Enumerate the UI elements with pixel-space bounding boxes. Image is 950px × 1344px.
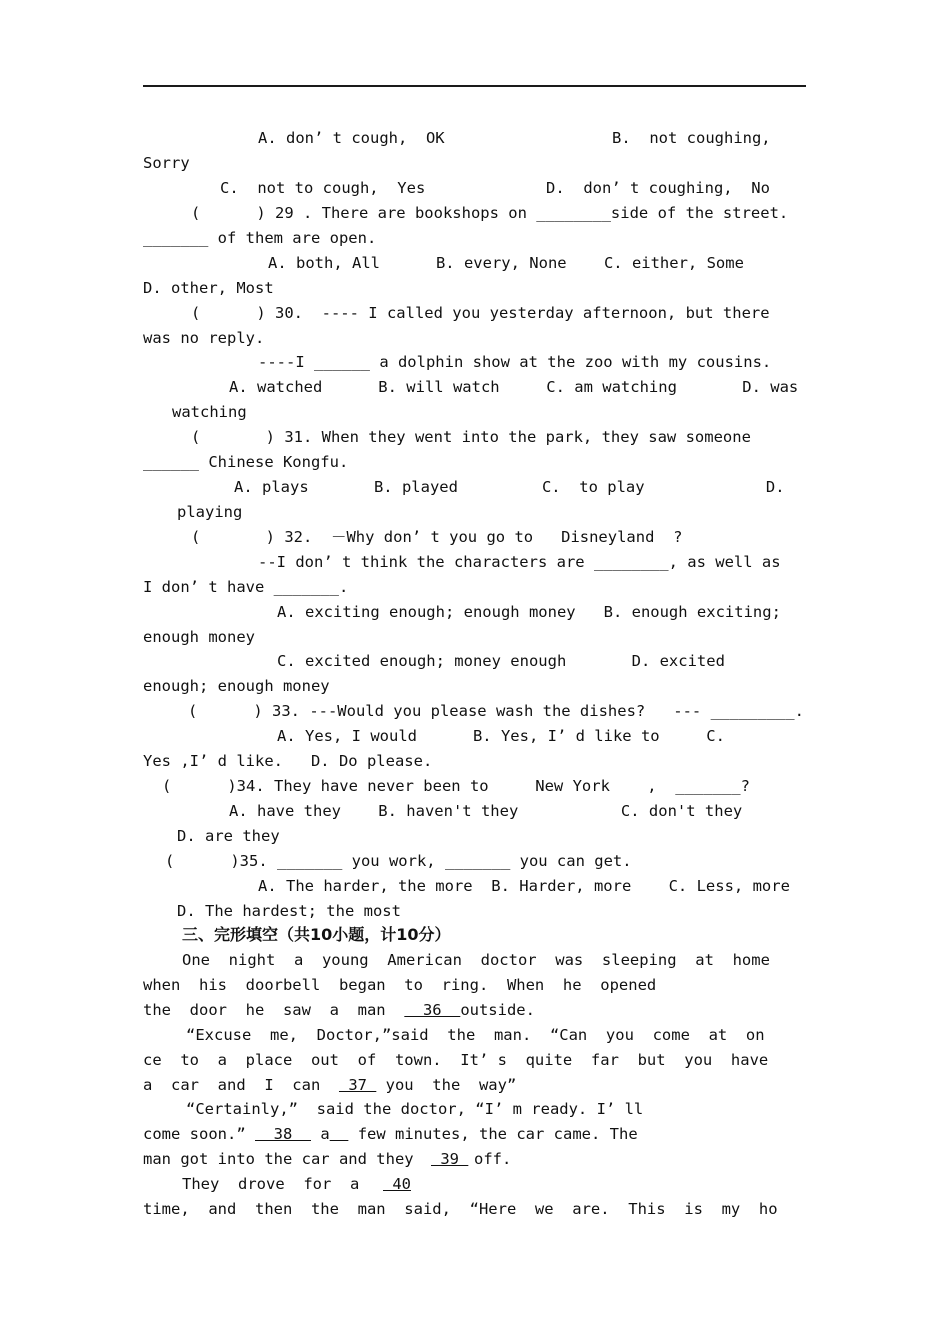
- text-line: They drove for a: [182, 1175, 360, 1193]
- text-line: C. excited enough; money enough D. excited: [277, 652, 725, 670]
- passage-text: the door he saw a man: [143, 1001, 386, 1019]
- text-line: ______ Chinese Kongfu.: [143, 453, 349, 471]
- passage-text: come soon.”: [143, 1125, 246, 1143]
- text-line: _______ of them are open.: [143, 229, 377, 247]
- text-line: ( ) 31. When they went into the park, they saw someone: [191, 428, 751, 446]
- text-line: Yes ,I’ d like. D. Do please.: [143, 752, 433, 770]
- blank-38: 38: [255, 1125, 311, 1143]
- passage-line-door: [143, 1001, 535, 1019]
- text-line: One night a young American doctor was sleeping at home: [182, 951, 770, 969]
- text-line: enough; enough money: [143, 677, 330, 695]
- text-line: C. not to cough, Yes: [220, 179, 426, 197]
- text-line: A. watched B. will watch C. am watching D. was: [229, 378, 799, 396]
- text-line: “Excuse me, Doctor,”said the man. “Can you come at on: [186, 1026, 765, 1044]
- passage-text: outside.: [460, 1001, 535, 1019]
- text-line: I don’ t have _______.: [143, 578, 349, 596]
- blank-37: 37: [338, 1076, 377, 1094]
- text-line: --I don’ t think the characters are ________, as well as: [258, 553, 781, 571]
- text-line: B. not coughing,: [612, 129, 771, 147]
- section-heading: 三、完形填空（共10小题，计10分）: [182, 925, 451, 944]
- text-line: watching: [172, 403, 247, 421]
- text-line: ----I ______ a dolphin show at the zoo with my cousins.: [258, 353, 772, 371]
- text-line: was no reply.: [143, 329, 265, 347]
- text-line: Sorry: [143, 154, 190, 172]
- blank-a: [330, 1125, 349, 1143]
- passage-text: a car and I can: [143, 1076, 321, 1094]
- header-rule: [143, 85, 806, 87]
- text-line: time, and then the man said, “Here we are. This is my ho: [143, 1200, 778, 1218]
- passage-text: a: [320, 1125, 330, 1143]
- text-line: ce to a place out of town. It’ s quite far but you have: [143, 1051, 769, 1069]
- passage-text: few minutes, the car came. The: [348, 1125, 638, 1143]
- text-line: D. don’ t coughing, No: [546, 179, 770, 197]
- text-line: ( ) 32. －Why don’ t you go to Disneyland ?: [191, 528, 683, 546]
- text-line: enough money: [143, 628, 255, 646]
- text-line: D. are they: [177, 827, 280, 845]
- text-line: playing: [177, 503, 243, 521]
- text-line: A. plays B. played C. to play D.: [234, 478, 785, 496]
- text-line: man got into the car and they: [143, 1150, 414, 1168]
- text-line: A. both, All B. every, None C. either, Some: [268, 254, 744, 272]
- text-line: when his doorbell began to ring. When he opened: [143, 976, 657, 994]
- text-line: D. other, Most: [143, 279, 274, 297]
- text-line: A. Yes, I would B. Yes, I’ d like to C.: [277, 727, 725, 745]
- text-line: ( ) 30. ---- I called you yesterday afternoon, but there: [191, 304, 770, 322]
- blank-36: 36: [404, 1001, 461, 1019]
- passage-line-soon: [143, 1125, 638, 1143]
- text-line: ( )35. _______ you work, _______ you can get.: [165, 852, 632, 870]
- text-line: D. The hardest; the most: [177, 902, 401, 920]
- blank-39: 39: [431, 1150, 469, 1168]
- text-line: off.: [474, 1150, 512, 1168]
- text-line: A. have they B. haven't they C. don't they: [229, 802, 743, 820]
- text-line: ( ) 33. ---Would you please wash the dishes? --- _________.: [188, 702, 804, 720]
- text-line: A. exciting enough; enough money B. enough exciting;: [277, 603, 781, 621]
- text-line: ( ) 29 . There are bookshops on ________side of the street.: [191, 204, 789, 222]
- text-line: A. The harder, the more B. Harder, more C. Less, more: [258, 877, 790, 895]
- passage-text: you the way”: [376, 1076, 517, 1094]
- text-line: “Certainly,” said the doctor, “I’ m ready. I’ ll: [186, 1100, 644, 1118]
- blank-40: 40: [383, 1175, 411, 1193]
- passage-line-way: [143, 1076, 516, 1094]
- text-line: A. don’ t cough, OK: [258, 129, 445, 147]
- text-line: ( )34. They have never been to New York , _______?: [162, 777, 750, 795]
